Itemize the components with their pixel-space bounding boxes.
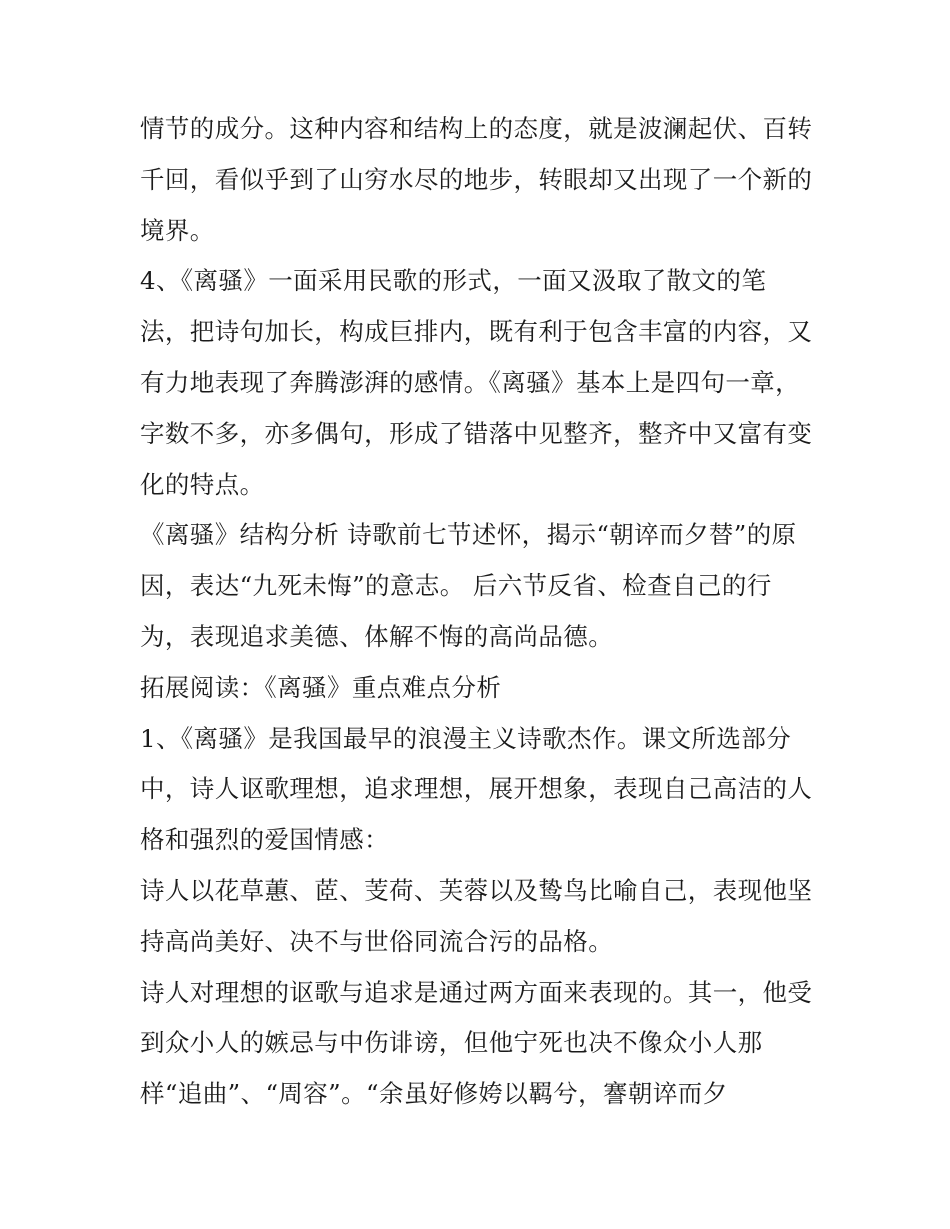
text-line: 诗人以花草蕙、茝、芰荷、芙蓉以及鸷鸟比喻自己，表现他坚 <box>140 875 813 905</box>
text-line: 法，把诗句加长，构成巨排内，既有利于包含丰富的内容，又 <box>140 317 813 347</box>
text-line: 持高尚美好、决不与世俗同流合污的品格。 <box>140 926 614 956</box>
text-line: 1、《离骚》是我国最早的浪漫主义诗歌杰作。课文所选部分 <box>140 723 792 753</box>
text-line: 字数不多，亦多偶句，形成了错落中见整齐，整齐中又富有变 <box>140 418 813 448</box>
text-line: 情节的成分。这种内容和结构上的态度，就是波澜起伏、百转 <box>140 114 813 143</box>
text-line: 为，表现追求美德、体解不悔的高尚品德。 <box>140 621 614 651</box>
text-line: 境界。 <box>140 215 215 245</box>
section-heading: 拓展阅读：《离骚》重点难点分析 <box>140 672 502 702</box>
text-line: 诗人对理想的讴歌与追求是通过两方面来表现的。其一，他受 <box>140 977 813 1007</box>
text-line: 格和强烈的爱国情感： <box>140 825 389 855</box>
text-line: 样“追曲”、“周容”。“余虽好修姱以羁兮，謇朝谇而夕 <box>140 1079 728 1109</box>
text-line: 4、《离骚》一面采用民歌的形式，一面又汲取了散文的笔 <box>140 266 767 296</box>
text-line: 化的特点。 <box>140 469 265 499</box>
text-line: 到众小人的嫉忌与中伤诽谤，但他宁死也决不像众小人那 <box>140 1028 763 1058</box>
text-line: 有力地表现了奔腾澎湃的感情。《离骚》基本上是四句一章， <box>140 367 801 397</box>
text-line: 千回，看似乎到了山穷水尽的地步，转眼却又出现了一个新的 <box>140 164 813 194</box>
text-line: 因，表达“九死未悔”的意志。 后六节反省、检查自己的行 <box>140 571 772 601</box>
text-line: 《离骚》结构分析 诗歌前七节述怀，揭示“朝谇而夕替”的原 <box>140 520 797 550</box>
body-text <box>140 104 820 1120</box>
text-line: 中，诗人讴歌理想，追求理想，展开想象，表现自己高洁的人 <box>140 774 813 804</box>
